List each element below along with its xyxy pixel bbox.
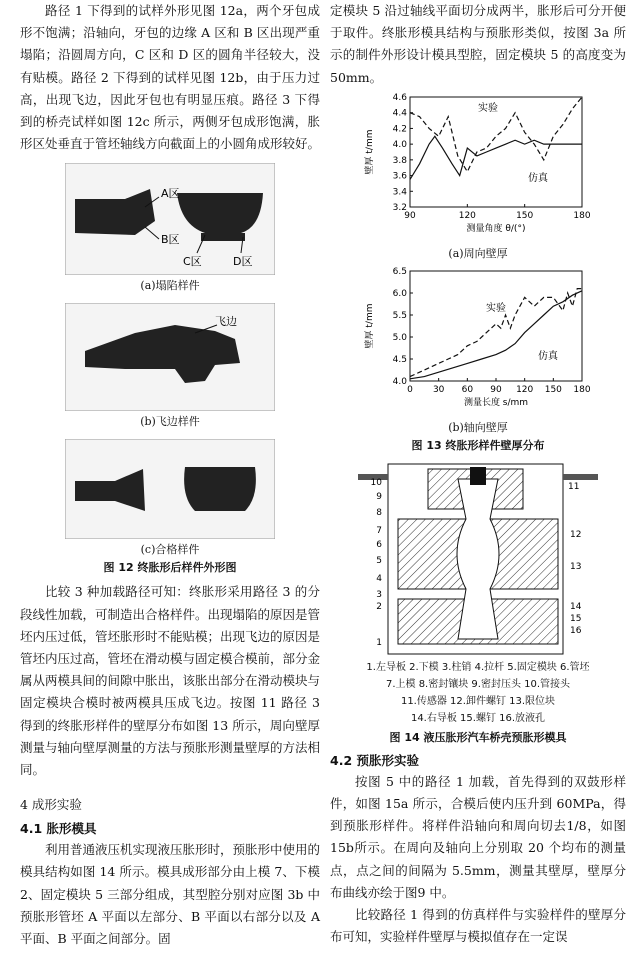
label-d: D区 — [233, 255, 253, 269]
x-tick-label: 30 — [432, 384, 445, 395]
fig12b-caption: (b)飞边样件 — [140, 415, 200, 429]
y-tick-label: 3.6 — [392, 171, 407, 182]
part-number: 3 — [376, 589, 382, 600]
paragraph: 按图 5 中的路径 1 加载，首先得到的双鼓形样件，如图 15a 所示，合模后使内压升到 60MPa，得到预胀形样件。将样件沿轴向和周向切去1/8，如图15b所示。在周向及轴向上分别取 20 个均布的测量点，点之间的间隔为 5.5mm，测量其壁厚，壁厚分布曲线亦绘于图9 中。 — [330, 773, 626, 900]
figure-14 — [330, 459, 626, 745]
y-tick-label: 4.0 — [392, 139, 407, 150]
fig12c-photo — [65, 439, 275, 539]
legend-line: 1.左导板 2.下模 3.柱销 4.拉杆 5.固定模块 6.管坯 — [366, 661, 590, 673]
part-number: 6 — [376, 539, 382, 550]
part-number: 13 — [570, 561, 582, 572]
part-number: 8 — [376, 507, 382, 518]
part-number: 2 — [376, 601, 382, 612]
y-tick-label: 5.0 — [392, 332, 407, 343]
x-tick-label: 180 — [573, 384, 591, 395]
y-tick-label: 4.4 — [392, 108, 407, 119]
fig13-title: 图 13 终胀形样件壁厚分布 — [411, 438, 545, 452]
label-b: B区 — [161, 233, 180, 247]
section-heading: 4 成形实验 — [20, 797, 82, 813]
x-tick-label: 150 — [516, 210, 534, 221]
series-label: 实验 — [478, 102, 498, 114]
x-tick-label: 120 — [516, 384, 534, 395]
left-column — [20, 0, 320, 950]
die-drawing — [358, 459, 598, 659]
series-label: 仿真 — [528, 172, 548, 184]
part-number: 16 — [570, 625, 582, 636]
part-number: 15 — [570, 613, 582, 624]
figure-13 — [330, 89, 626, 453]
fig12a-caption: (a)塌陷样件 — [140, 279, 200, 293]
fig12b-photo — [65, 303, 275, 411]
legend-line: 7.上模 8.密封镶块 9.密封压头 10.管接头 — [385, 678, 571, 690]
y-tick-label: 4.5 — [392, 354, 407, 365]
y-tick-label: 6.5 — [392, 266, 407, 277]
series-line — [410, 136, 582, 179]
part-number: 10 — [370, 477, 382, 488]
y-tick-label: 4.2 — [392, 124, 407, 135]
figure-12 — [20, 163, 320, 575]
part-number: 4 — [376, 573, 382, 584]
part-number: 12 — [570, 529, 582, 540]
series-line — [410, 288, 582, 376]
subsection-heading: 4.2 预胀形实验 — [330, 752, 419, 768]
legend-line: 11.传感器 12.卸件螺钉 13.限位块 — [400, 695, 556, 707]
part-number: 7 — [376, 525, 382, 536]
x-axis-label: 测量角度 θ/(°) — [466, 223, 526, 234]
x-tick-label: 120 — [458, 210, 476, 221]
x-tick-label: 90 — [404, 210, 416, 221]
fig13b-caption: (b)轴向壁厚 — [448, 420, 508, 434]
y-tick-label: 6.0 — [392, 288, 407, 299]
y-axis-label: 壁厚 t/mm — [365, 303, 375, 349]
fig12-title: 图 12 终胀形后样件外形图 — [103, 561, 237, 575]
paragraph: 利用普通液压机实现液压胀形时，预胀形中使用的模具结构如图 14 所示。模具成形部分由上模 7、下模 2、固定模块 5 三部分组成，其型腔分别对应图 3b 中预胀形管坯 A 平面以左部分、B 平面以右部分以及 A 平面、B 平面之间部分。固 — [20, 842, 321, 947]
part-number: 11 — [568, 481, 580, 492]
legend-line: 14.右导板 15.螺钉 16.放液孔 — [410, 712, 546, 724]
series-label: 实验 — [486, 302, 506, 314]
y-tick-label: 5.5 — [392, 310, 407, 321]
right-column — [330, 0, 626, 948]
label-a: A区 — [161, 187, 180, 201]
fig14-title: 图 14 液压胀形汽车桥壳预胀形模具 — [389, 730, 567, 744]
fig14-legend — [330, 659, 626, 727]
paragraph: 比较路径 1 得到的仿真样件与实验样件的壁厚分布可知，实验样件壁厚与模拟值存在一定误 — [330, 907, 626, 945]
label-c: C区 — [183, 255, 202, 269]
part-number: 1 — [376, 637, 382, 648]
fig12c-caption: (c)合格样件 — [140, 543, 200, 557]
part-number: 14 — [570, 601, 582, 612]
x-tick-label: 90 — [490, 384, 502, 395]
fig12a-photo — [65, 163, 275, 275]
y-tick-label: 3.8 — [392, 155, 407, 166]
y-tick-label: 4.6 — [392, 92, 407, 103]
y-tick-label: 3.4 — [392, 187, 407, 198]
x-axis-label: 测量长度 s/mm — [463, 397, 529, 408]
subsection-heading: 4.1 胀形模具 — [20, 821, 97, 837]
label-flash: 飞边 — [215, 315, 237, 329]
x-tick-label: 180 — [573, 210, 591, 221]
chart-axial-thickness — [358, 263, 598, 413]
x-tick-label: 150 — [544, 384, 562, 395]
chart-circumferential-thickness — [358, 89, 598, 239]
part-number: 9 — [376, 491, 382, 502]
paragraph: 路径 1 下得到的试样外形见图 12a，两个牙包成形不饱满；沿轴向，牙包的边缘 A 区和 B 区出现严重塌陷；沿圆周方向，C 区和 D 区的圆角半径较大，没有贴模。路径 2 下得到的试样见图 12b，由于压力过高，出现飞边，因此牙包也有明显压痕。路径 3 下得到的桥壳试样如图 12c 所示，两侧牙包成形饱满，胀形区处垂直于管坯轴线方向截面上的小圆角成形较好。 — [20, 3, 321, 152]
y-tick-label: 3.2 — [392, 202, 407, 213]
x-tick-label: 60 — [461, 384, 474, 395]
series-label: 仿真 — [538, 350, 558, 362]
y-tick-label: 4.0 — [392, 376, 407, 387]
fig13a-caption: (a)周向壁厚 — [448, 246, 508, 260]
paragraph: 定模块 5 沿过轴线平面切分成两半，胀形后可分开便于取件。终胀形模具结构与预胀形类似，按图 3a 所示的制件外形设计模具型腔，固定模块 5 的高度变为 50mm。 — [330, 3, 626, 85]
x-tick-label: 0 — [407, 384, 413, 395]
paragraph: 比较 3 种加载路径可知：终胀形采用路径 3 的分段线性加载，可制造出合格样件。出现塌陷的原因是管坯内压过低，管坯胀形时不能贴模；出现飞边的原因是管坯内压过高，管坯在滑动模与固定模合模前，部分金属从两模具间的间隙中胀出，该胀出部分在滑动模块与固定模块合模时被两模具压成飞边。按图 11 路径 3 得到的终胀形样件的壁厚分布如图 13 所示，周向壁厚测量与轴向壁厚测量的方法与预胀形测量壁厚的方法相同。 — [20, 584, 321, 778]
part-number: 5 — [376, 555, 382, 566]
y-axis-label: 壁厚 t/mm — [365, 129, 375, 175]
